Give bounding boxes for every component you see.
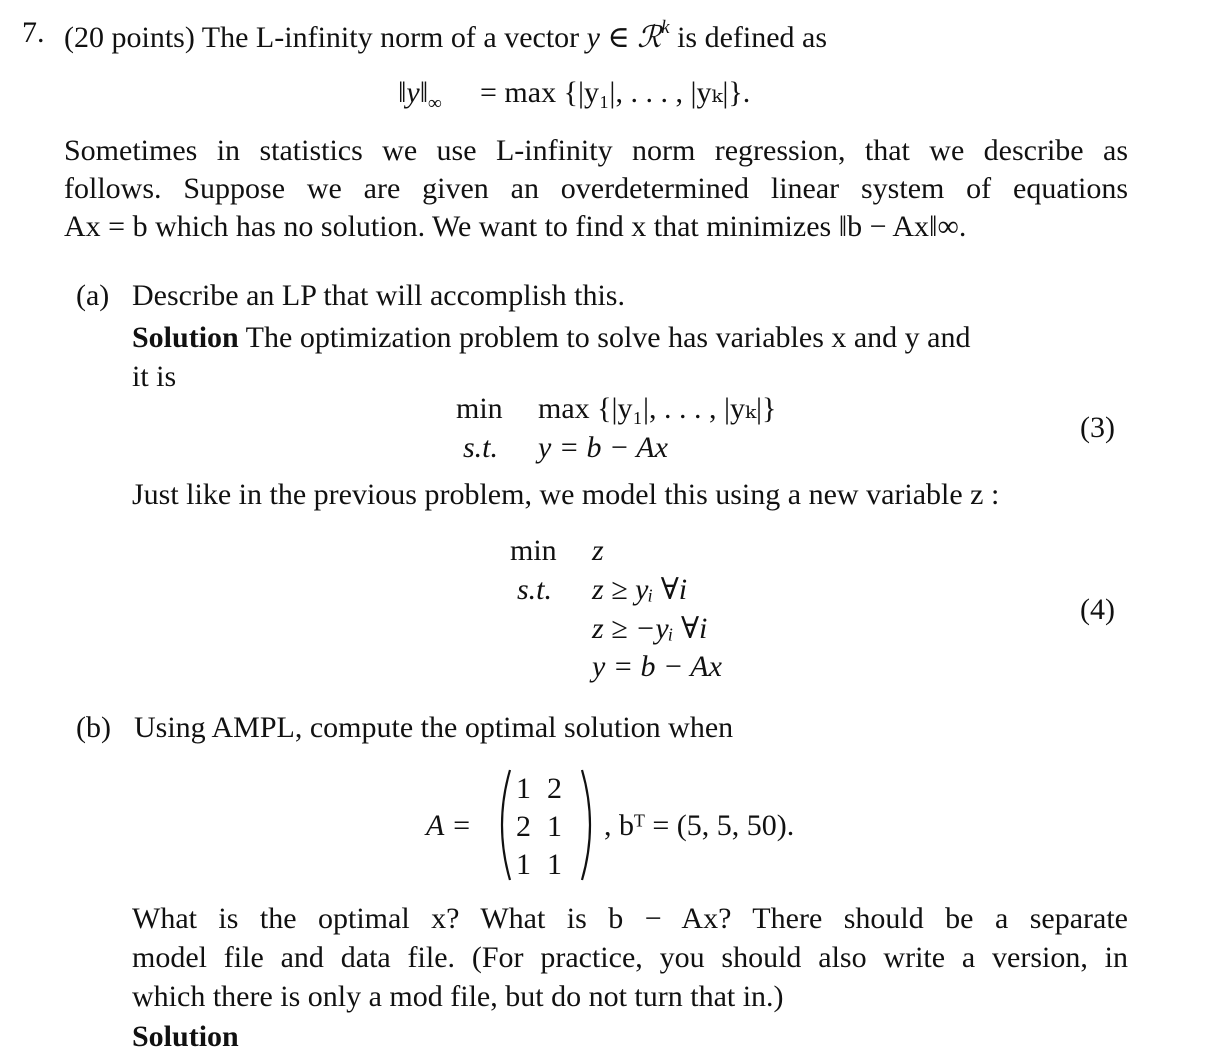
eq4-tag: (4)	[1080, 593, 1115, 626]
solution-label: Solution	[132, 321, 239, 354]
matrix-row	[516, 770, 578, 808]
header-var-y: y	[586, 21, 600, 54]
followup-line-1: What is the optimal x? What is b − Ax? There should be a separate	[132, 902, 1128, 935]
eq4-row3-right: z ≥ −yᵢ ∀i	[592, 612, 708, 645]
norm-lhs-sub: ∞	[428, 93, 442, 114]
matrix-cell: 2	[547, 772, 562, 805]
eq4-row2-right: z ≥ yᵢ ∀i	[592, 573, 688, 606]
eq3-row2-right: y = b − Ax	[538, 431, 668, 464]
problem-header	[64, 18, 827, 53]
eq3-row1-right: max {|y₁|, . . . , |yₖ|}	[538, 392, 777, 425]
header-in-symbol: ∈	[599, 21, 638, 54]
part-a-transition: Just like in the previous problem, we model this using a new variable z :	[132, 478, 1000, 511]
solution-line-2: it is	[132, 360, 177, 393]
matrix-right-paren	[580, 768, 600, 882]
part-a-question: Describe an LP that will accomplish this.	[132, 279, 625, 312]
part-b-solution-cutoff: Solution	[132, 1020, 239, 1053]
eq4-row1-left: min	[510, 534, 557, 567]
part-a-solution	[132, 323, 1128, 353]
followup-line-2: model file and data file. (For practice, you should also write a version, in	[132, 941, 1128, 974]
header-real-space: ℛ	[637, 21, 662, 54]
norm-lhs-text: ‖y‖	[398, 76, 429, 109]
eq3-tag: (3)	[1080, 411, 1115, 444]
intro-line-2: follows. Suppose we are given an overdetermined linear system of equations	[64, 172, 1128, 205]
intro-line-1: Sometimes in statistics we use L-infinity norm regression, that we describe as	[64, 134, 1128, 167]
b-vector: , bᵀ = (5, 5, 50).	[604, 809, 795, 842]
matrix-cell: 1	[547, 810, 562, 843]
eq4-row4-right: y = b − Ax	[592, 650, 722, 683]
problem-number: 7.	[22, 16, 45, 49]
matrix-cell: 1	[516, 772, 531, 805]
eq3-row1-left: min	[456, 392, 503, 425]
problem-header-text: (20 points) The L-infinity norm of a vector	[64, 21, 580, 54]
part-a-label: (a)	[76, 279, 110, 312]
eq4-row1-right: z	[592, 534, 604, 567]
header-exponent-k: k	[661, 17, 670, 38]
matrix-cell: 1	[547, 848, 562, 881]
part-b-label: (b)	[76, 711, 111, 744]
norm-rhs: = max {|y₁|, . . . , |yₖ|}.	[480, 76, 751, 109]
followup-line-3: which there is only a mod file, but do not turn that in.)	[132, 980, 784, 1013]
matrix-row	[516, 808, 578, 846]
eq3-row2-left: s.t.	[463, 431, 499, 464]
header-post-text: is defined as	[669, 21, 828, 54]
matrix-lhs: A =	[426, 809, 472, 842]
part-b-question: Using AMPL, compute the optimal solution when	[134, 711, 734, 744]
norm-lhs	[398, 78, 442, 113]
matrix-row	[516, 846, 578, 884]
matrix-cell: 2	[516, 810, 531, 843]
matrix-A	[516, 770, 578, 884]
solution-line-1: The optimization problem to solve has variables x and y and	[238, 321, 971, 354]
intro-line-3: Ax = b which has no solution. We want to find x that minimizes ‖b − Ax‖∞.	[64, 210, 967, 243]
matrix-cell: 1	[516, 848, 531, 881]
eq4-row2-left: s.t.	[517, 573, 553, 606]
matrix-left-paren	[492, 768, 512, 882]
